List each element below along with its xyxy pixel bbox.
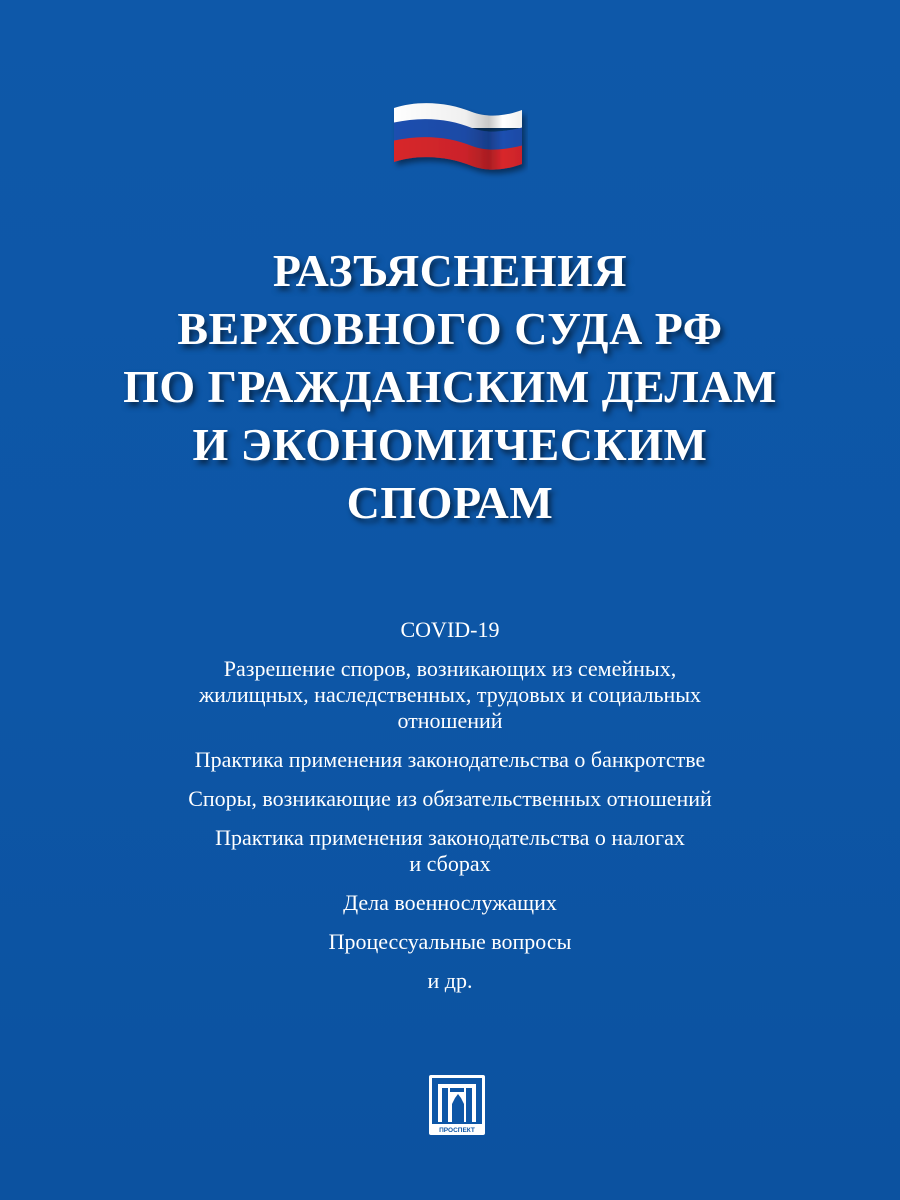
topic-line: Практика применения законодательства о банкротстве: [194, 747, 706, 772]
title-line: СПОРАМ: [346, 477, 554, 528]
topic-item: [0, 617, 900, 643]
topic-item: [0, 786, 900, 812]
topic-line: и сборах: [409, 851, 491, 876]
topic-item: [0, 747, 900, 773]
topic-item: [0, 656, 900, 734]
topic-item: [0, 890, 900, 916]
book-title: [0, 242, 900, 532]
topic-line: Дела военнослужащих: [343, 890, 557, 915]
title-line: ВЕРХОВНОГО СУДА РФ: [177, 303, 723, 354]
topic-line: Практика применения законодательства о налогах: [215, 825, 685, 850]
title-line: РАЗЪЯСНЕНИЯ: [272, 245, 628, 296]
topic-line: жилищных, наследственных, трудовых и социальных: [198, 682, 702, 707]
topic-item: [0, 825, 900, 877]
prospekt-building-icon: [428, 1074, 486, 1136]
topic-line: Разрешение споров, возникающих из семейных,: [223, 656, 677, 681]
topic-line: COVID-19: [400, 617, 500, 642]
topics-list: [0, 617, 900, 1007]
title-line: И ЭКОНОМИЧЕСКИМ: [192, 419, 708, 470]
topic-item: [0, 929, 900, 955]
publisher-logo-label: ПРОСПЕКТ: [439, 1127, 475, 1134]
topic-item: [0, 968, 900, 994]
russian-flag-icon: [388, 98, 528, 180]
topic-line: отношений: [397, 708, 503, 733]
topic-line: и др.: [427, 968, 473, 993]
title-line: ПО ГРАЖДАНСКИМ ДЕЛАМ: [123, 361, 777, 412]
topic-line: Процессуальные вопросы: [328, 929, 572, 954]
topic-line: Споры, возникающие из обязательственных отношений: [188, 786, 712, 811]
